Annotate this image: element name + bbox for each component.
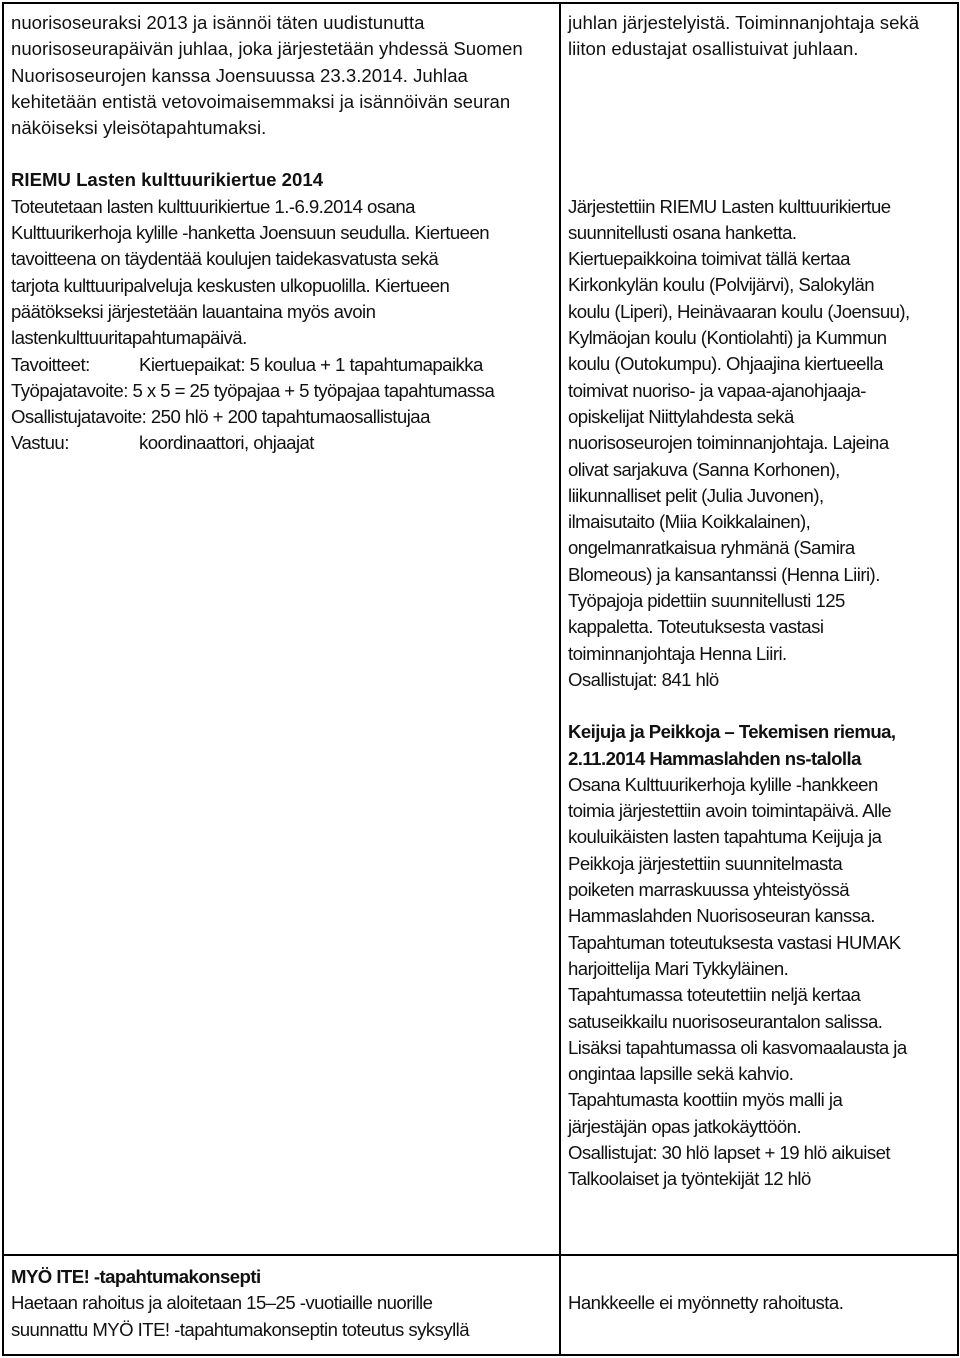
text-line: toimia järjestettiin avoin toimintapäivä. Alle [568,800,891,822]
text-line: poiketen marraskuussa yhteistyössä [568,879,850,901]
text-line: lastenkulttuuritapahtumapäivä. [11,327,247,349]
text-line: Blomeous) ja kansantanssi (Henna Liiri). [568,563,880,585]
goal-value: koordinaattori, ohjaajat [139,432,314,454]
plan-cell [3,3,560,1255]
text-line: juhlan järjestelyistä. Toiminnanjohtaja sekä [568,12,920,33]
myo-result-cell [560,1255,958,1355]
myo-plan-cell [3,1255,560,1355]
riemu-result-block [568,194,951,694]
text-line: Kylmäojan koulu (Kontiolahti) ja Kummun [568,327,887,349]
goal-row [11,378,553,404]
section-heading: Keijuja ja Peikkoja – Tekemisen riemua, [568,721,896,743]
text-line: Osana Kulttuurikerhoja kylille -hankkeen [568,773,878,795]
text-line: kehitetään entistä vetovoimaisemmaksi ja isännöivän seuran [11,90,511,112]
text-line: näköiseksi yleisötapahtumaksi. [11,117,267,139]
report-table [2,2,959,1356]
text-line: liiton edustajat osallistuivat juhlaan. [568,38,859,60]
text-line: olivat sarjakuva (Sanna Korhonen), [568,458,840,480]
text-line: nuorisoseuraksi 2013 ja isännöi täten uudistunutta [11,12,425,33]
text-line: koulu (Outokumpu). Ohjaajina kiertueella [568,353,883,375]
section-heading: 2.11.2014 Hammaslahden ns-talolla [568,747,861,769]
text-line: koulu (Liperi), Heinävaaran koulu (Joensuu), [568,300,910,322]
result-cell [560,3,958,1255]
goal-label: Tavoitteet: [11,353,90,375]
text-line: Hankkeelle ei myönnetty rahoitusta. [568,1292,844,1313]
goal-value: Työpajatavoite: 5 x 5 = 25 työpajaa + 5 työpajaa tapahtumassa [11,379,495,401]
goal-label: Vastuu: [11,432,69,454]
text-line: toimivat nuoriso- ja vapaa-ajanohjaaja- [568,379,866,401]
text-line: Osallistujat: 841 hlö [568,668,719,690]
text-line: opiskelijat Niittylahdesta sekä [568,405,794,427]
text-line: päätökseksi järjestetään lauantaina myös avoin [11,300,376,322]
goal-row [11,430,553,456]
text-line: nuorisoseurojen toiminnanjohtaja. Lajeina [568,432,889,454]
riemu-plan-block [11,167,553,456]
goal-row [11,404,553,430]
text-line: ilmaisutaito (Miia Koikkalainen), [568,511,811,533]
text-line: harjoittelija Mari Tykkyläinen. [568,957,789,979]
goal-row [11,352,553,378]
goal-value: Kiertuepaikat: 5 koulua + 1 tapahtumapaikka [139,353,483,375]
table-row [3,1255,958,1355]
text-line: Lisäksi tapahtumassa oli kasvomaalausta ja [568,1036,907,1058]
text-line: toiminnanjohtaja Henna Liiri. [568,642,787,664]
text-line: tarjota kulttuuripalveluja keskusten ulkopuolilla. Kiertueen [11,274,450,296]
text-line: kouluikäisten lasten tapahtuma Keijuja ja [568,826,882,848]
text-line: Peikkoja järjestettiin suunnitelmasta [568,852,843,874]
text-line: Tapahtuman toteutuksesta vastasi HUMAK [568,931,901,953]
intro-plan-block [11,10,553,141]
section-heading: MYÖ ITE! -tapahtumakonsepti [11,1266,261,1287]
text-line: Kulttuurikerhoja kylille -hanketta Joensuun seudulla. Kiertueen [11,222,490,244]
text-line: Tapahtumassa toteutettiin neljä kertaa [568,984,861,1006]
text-line: ongelmanratkaisua ryhmänä (Samira [568,537,855,559]
text-line: Kiertuepaikkoina toimivat tällä kertaa [568,248,850,270]
text-line: suunnattu MYÖ ITE! -tapahtumakonseptin toteutus syksyllä [11,1318,470,1340]
text-line: Järjestettiin RIEMU Lasten kulttuurikiertue [568,195,891,217]
text-line: Tapahtumasta koottiin myös malli ja [568,1089,843,1111]
text-line: kappaletta. Toteutuksesta vastasi [568,616,824,638]
goal-value: Osallistujatavoite: 250 hlö + 200 tapahtumaosallistujaa [11,406,430,428]
text-line: ongintaa lapsille sekä kahvio. [568,1063,794,1085]
text-line: Työpajoja pidettiin suunnitellusti 125 [568,590,845,612]
text-line: tavoitteena on täydentää koulujen taidekasvatusta sekä [11,248,439,270]
text-line: Talkoolaiset ja työntekijät 12 hlö [568,1168,811,1190]
section-heading: RIEMU Lasten kulttuurikiertue 2014 [11,169,324,191]
text-line: Osallistujat: 30 hlö lapset + 19 hlö aikuiset [568,1141,891,1163]
text-line: Toteutetaan lasten kulttuurikiertue 1.-6.9.2014 osana [11,195,415,217]
text-line: liikunnalliset pelit (Julia Juvonen), [568,484,824,506]
text-line: nuorisoseurapäivän juhlaa, joka järjestetään yhdessä Suomen [11,38,523,60]
text-line: suunnitellusti osana hanketta. [568,221,797,243]
text-line: Kirkonkylän koulu (Polvijärvi), Salokylän [568,274,875,296]
keijuja-result-block [568,719,951,1192]
text-line: Haetaan rahoitus ja aloitetaan 15–25 -vuotiaille nuorille [11,1292,433,1314]
text-line: Hammaslahden Nuorisoseuran kanssa. [568,905,875,927]
table-row [3,3,958,1255]
intro-result-block [568,10,951,63]
text-line: järjestäjän opas jatkokäyttöön. [568,1115,802,1137]
text-line: satuseikkailu nuorisoseurantalon salissa. [568,1010,883,1032]
text-line: Nuorisoseurojen kanssa Joensuussa 23.3.2014. Juhlaa [11,64,468,86]
